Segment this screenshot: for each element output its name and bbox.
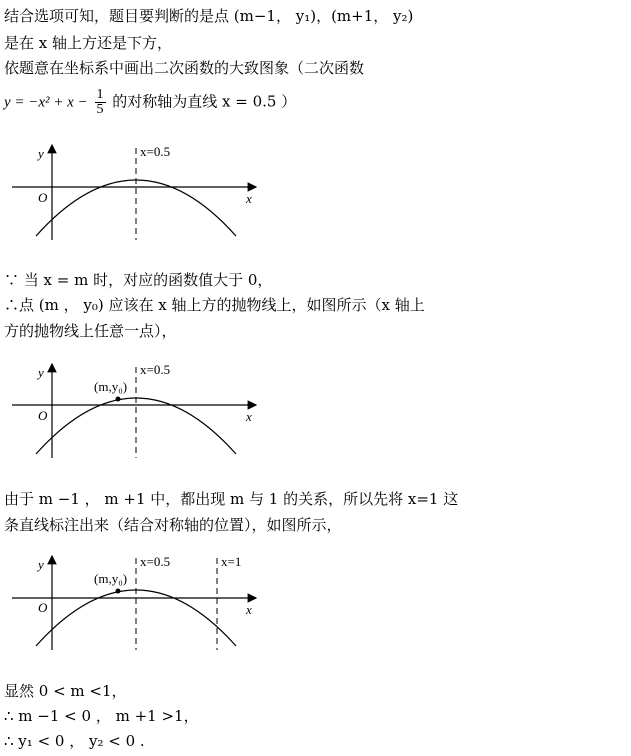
symmetry-axis-label: x=0.5 <box>140 144 171 159</box>
line-6: ∴点 (m ， y₀) 应该在 x 轴上方的抛物线上，如图所示（x 轴上 <box>4 296 425 314</box>
function-expression: y = −x² + x − <box>4 94 88 111</box>
line-9: 条直线标注出来（结合对称轴的位置），如图所示， <box>4 516 342 534</box>
point-marker <box>116 589 121 594</box>
line-7: 方的抛物线上任意一点）， <box>4 322 177 340</box>
parabola <box>36 398 236 454</box>
fraction-denominator: 5 <box>96 102 104 117</box>
line-3: 依题意在坐标系中画出二次函数的大致图象（二次函数 <box>4 59 365 77</box>
symmetry-axis-text: 的对称轴为直线 x = 0.5 ） <box>112 92 297 111</box>
line-8: 由于 m −1 ， m +1 中，都出现 m 与 1 的关系，所以先将 x=1 这 <box>4 490 459 508</box>
line-12: ∴ y₁ < 0 ， y₂ < 0 . <box>4 732 145 750</box>
line-5: ∵ 当 x = m 时，对应的函数值大于 0， <box>4 271 273 289</box>
x-equals-one-label: x=1 <box>221 554 242 569</box>
point-marker <box>116 397 121 402</box>
y-axis-label: y <box>38 557 44 572</box>
x-axis-label: x <box>246 409 252 424</box>
symmetry-axis-label: x=0.5 <box>140 554 171 569</box>
y-axis-label: y <box>38 146 44 161</box>
point-label: (m,y₀) <box>94 379 128 394</box>
origin-label: O <box>38 408 48 423</box>
x-axis-label: x <box>246 602 252 617</box>
symmetry-axis-label: x=0.5 <box>140 362 171 377</box>
y-axis-label: y <box>38 365 44 380</box>
origin-label: O <box>38 600 48 615</box>
graph-3 <box>12 554 256 650</box>
line-1: 结合选项可知，题目要判断的是点 (m−1， y₁)，(m+1， y₂) <box>4 7 414 25</box>
fraction-numerator: 1 <box>96 87 104 102</box>
line-2: 是在 x 轴上方还是下方， <box>4 34 172 52</box>
graph-1 <box>12 144 256 240</box>
origin-label: O <box>38 190 48 205</box>
graph-2 <box>12 362 256 458</box>
line-11: ∴ m −1 < 0 ， m +1 >1， <box>4 707 199 725</box>
point-label: (m,y₀) <box>94 571 128 586</box>
line-10: 显然 0 < m <1， <box>4 682 127 700</box>
x-axis-label: x <box>246 191 252 206</box>
